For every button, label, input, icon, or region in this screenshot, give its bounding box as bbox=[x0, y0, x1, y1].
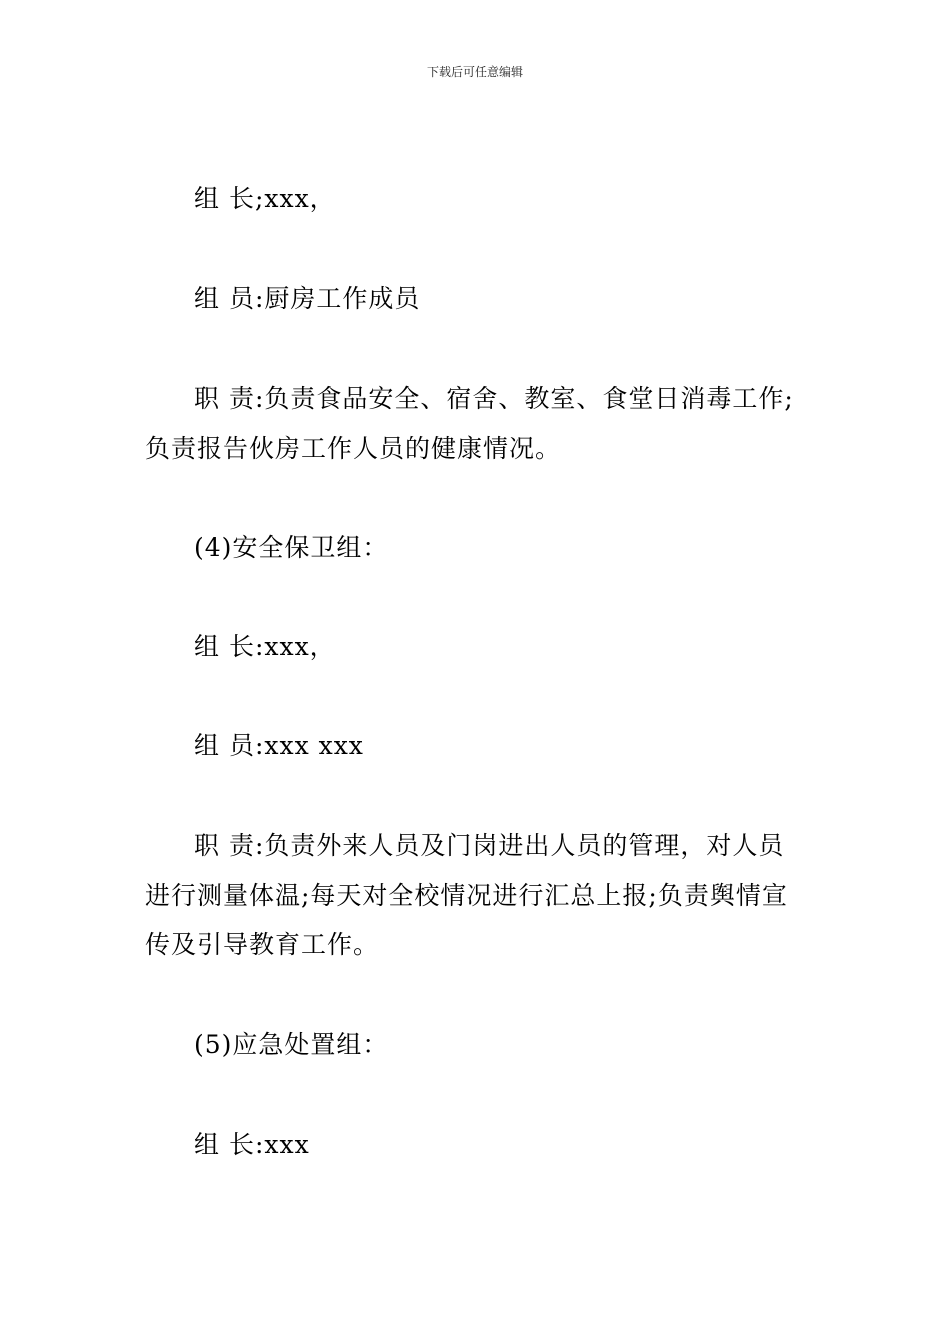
duty-line: 职 责:负责外来人员及门岗进出人员的管理，对人员 bbox=[194, 831, 785, 860]
section-heading-security: (4)安全保卫组： bbox=[194, 533, 389, 562]
group-leader-line: 组 长;xxx， bbox=[194, 184, 336, 213]
duty-continuation-line: 负责报告伙房工作人员的健康情况。 bbox=[145, 434, 562, 463]
duty-line: 职 责:负责食品安全、宿舍、教室、食堂日消毒工作; bbox=[194, 384, 794, 413]
group-leader-line: 组 长:xxx bbox=[194, 1130, 310, 1159]
duty-continuation-line: 传及引导教育工作。 bbox=[145, 930, 380, 959]
duty-continuation-line: 进行测量体温;每天对全校情况进行汇总上报;负责舆情宣 bbox=[145, 881, 788, 910]
group-members-line: 组 员:xxx xxx bbox=[194, 731, 364, 760]
page-header: 下载后可任意编辑 bbox=[426, 65, 523, 79]
group-members-line: 组 员:厨房工作成员 bbox=[194, 284, 421, 313]
section-heading-emergency: (5)应急处置组： bbox=[194, 1030, 389, 1059]
group-leader-line: 组 长:xxx， bbox=[194, 632, 336, 661]
